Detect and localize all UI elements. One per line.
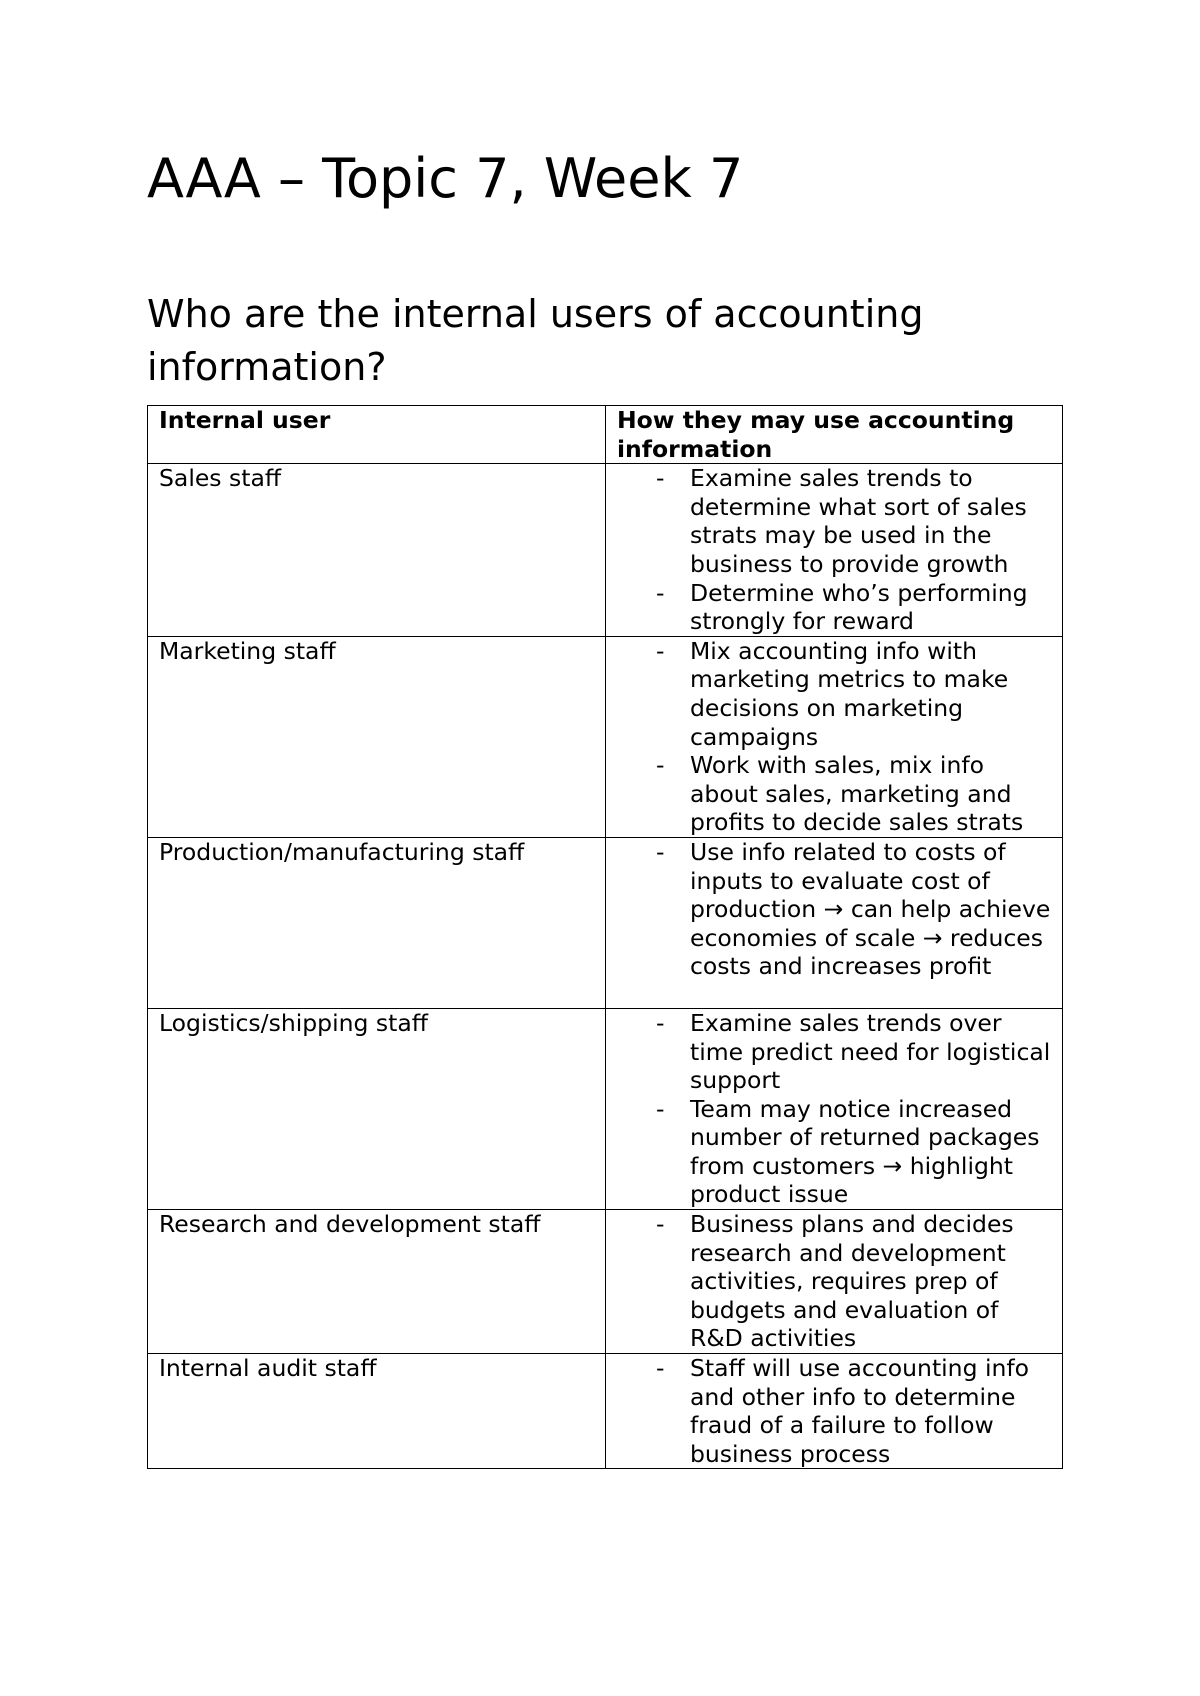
usage-cell	[606, 464, 1063, 637]
table-row	[148, 1008, 1063, 1209]
usage-text: Mix accounting info with marketing metrics to make decisions on marketing campaigns	[690, 636, 1009, 751]
bullet-dash: -	[656, 1354, 665, 1383]
bullet-dash: -	[656, 464, 665, 493]
list-item	[617, 1009, 1052, 1095]
internal-user-cell: Research and development staff	[148, 1210, 606, 1354]
usage-list	[617, 464, 1052, 636]
internal-users-table	[147, 405, 1063, 1469]
usage-cell	[606, 1008, 1063, 1209]
section-question: Who are the internal users of accounting information?	[147, 292, 924, 389]
header-internal-user: Internal user	[148, 406, 606, 464]
header-how-they-use: How they may use accounting information	[606, 406, 1063, 464]
usage-list	[617, 637, 1052, 837]
list-item	[617, 1095, 1052, 1209]
usage-list	[617, 1210, 1052, 1353]
usage-text: Examine sales trends to determine what sort of sales strats may be used in the business to provide growth	[690, 464, 1027, 578]
table-row	[148, 837, 1063, 1008]
internal-user-cell: Internal audit staff	[148, 1354, 606, 1469]
internal-user-cell: Logistics/shipping staff	[148, 1008, 606, 1209]
bullet-dash: -	[656, 751, 665, 780]
usage-text: Staff will use accounting info and other info to determine fraud of a failure to follow business process	[690, 1354, 1030, 1468]
table-body	[148, 464, 1063, 1469]
usage-list	[617, 1009, 1052, 1209]
bullet-dash: -	[656, 1094, 665, 1123]
usage-text: Determine who’s performing strongly for reward	[690, 578, 1028, 636]
usage-text: Use info related to costs of inputs to evaluate cost of production → can help achieve economies of scale → reduces costs and increases profit	[690, 837, 1051, 981]
usage-list	[617, 838, 1052, 981]
document-title: AAA – Topic 7, Week 7	[147, 147, 744, 210]
table-row	[148, 464, 1063, 637]
list-item	[617, 637, 1052, 751]
usage-text: Examine sales trends over time predict need for logistical support	[690, 1008, 1051, 1095]
table-header-row	[148, 406, 1063, 464]
usage-cell	[606, 1354, 1063, 1469]
list-item	[617, 751, 1052, 837]
usage-cell	[606, 837, 1063, 1008]
internal-user-cell: Marketing staff	[148, 636, 606, 837]
usage-text: Team may notice increased number of returned packages from customers → highlight product issue	[690, 1094, 1040, 1209]
list-item	[617, 464, 1052, 578]
usage-text: Business plans and decides research and development activities, requires prep of budgets and evaluation of R&D activities	[690, 1210, 1014, 1353]
bullet-dash: -	[656, 1210, 665, 1239]
table-row	[148, 636, 1063, 837]
list-item	[617, 838, 1052, 981]
bullet-dash: -	[656, 1008, 665, 1037]
table-row	[148, 1354, 1063, 1469]
usage-text: Work with sales, mix info about sales, marketing and profits to decide sales strats	[690, 751, 1024, 837]
internal-user-cell: Sales staff	[148, 464, 606, 637]
list-item	[617, 1354, 1052, 1468]
bullet-dash: -	[656, 636, 665, 665]
bullet-dash: -	[656, 578, 665, 607]
internal-user-cell: Production/manufacturing staff	[148, 837, 606, 1008]
usage-cell	[606, 636, 1063, 837]
list-item	[617, 1210, 1052, 1353]
usage-list	[617, 1354, 1052, 1468]
usage-cell	[606, 1210, 1063, 1354]
table-row	[148, 1210, 1063, 1354]
list-item	[617, 579, 1052, 636]
bullet-dash: -	[656, 837, 665, 866]
